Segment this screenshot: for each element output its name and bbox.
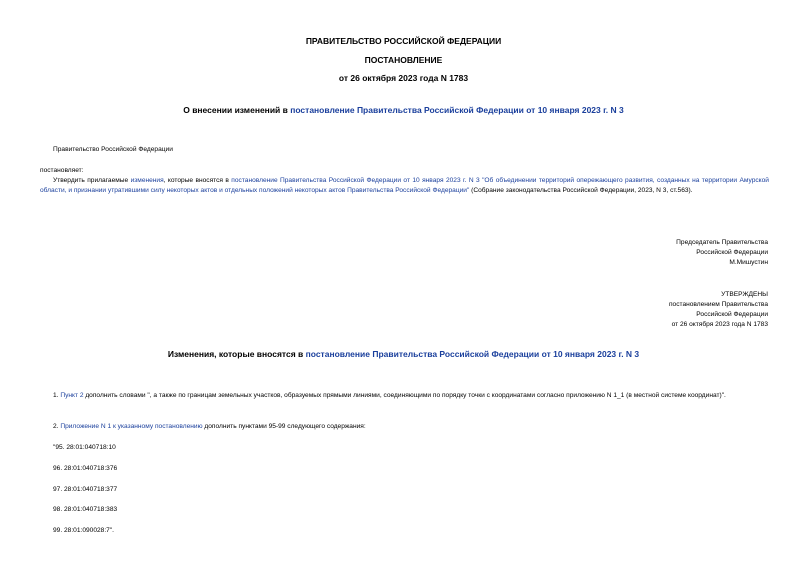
decree-link[interactable]: постановление Правительства Российской Федерации от 10 января 2023 г. N 3: [290, 105, 624, 115]
decrees-text: постановляет:: [40, 167, 84, 174]
changes-link[interactable]: изменения: [130, 177, 164, 184]
list-item: 99. 28:01:090028:7".: [53, 527, 115, 534]
document-title-prefix: О внесении изменений в: [183, 105, 291, 115]
signature-name: М.Мишустин: [729, 259, 768, 266]
list-item: 97. 28:01:040718:377: [53, 486, 118, 493]
changes-decree-link[interactable]: постановление Правительства Российской Федерации от 10 января 2023 г. N 3: [305, 349, 640, 359]
document-type: ПОСТАНОВЛЕНИЕ: [364, 55, 443, 65]
appendix-1-link[interactable]: Приложение N 1 к указанному постановлению: [60, 423, 203, 430]
main-paragraph: Утвердить прилагаемые изменения, которые вносятся в постановление Правительства Российской Федерации от 10 января 2023 г. N 3 "Об объединении территорий опережающего развития, созданных на территории Амурской области, и признании утратившими силу некоторых актов и отдельных положений некоторых актов Правительства Российской Федерации" (Собрание законодательства Российской Федерации, 2023, N 3, ст.563).: [40, 177, 769, 194]
decree-full-link[interactable]: постановление Правительства Российской Федерации от 10 января 2023 г. N 3 "Об объединении территорий опережающего развития, созданных на территории Амурской области, и признании утратившими силу некоторых актов и отдельных положений некоторых актов Правительства Российской Федерации": [40, 177, 769, 194]
item-2: 2. Приложение N 1 к указанному постановлению дополнить пунктами 95-99 следующего содержания:: [53, 423, 366, 430]
list-item: "95. 28:01:040718:10: [53, 444, 116, 451]
document-date-number: от 26 октября 2023 года N 1783: [338, 73, 469, 83]
government-header: ПРАВИТЕЛЬСТВО РОССИЙСКОЙ ФЕДЕРАЦИИ: [305, 36, 502, 46]
item-1: 1. Пункт 2 дополнить словами ", а также по границам земельных участков, образуемых прямыми линиями, соединяющими по порядку точки с координатами согласно приложению N 1_1 (в местной системе координат)".: [53, 392, 726, 399]
signature-position: Председатель Правительства: [676, 239, 768, 246]
list-item: 96. 28:01:040718:376: [53, 465, 118, 472]
approval-heading: УТВЕРЖДЕНЫ: [721, 291, 768, 298]
list-item: 98. 28:01:040718:383: [53, 506, 118, 513]
signature-organization: Российской Федерации: [696, 249, 768, 256]
approval-stamp: УТВЕРЖДЕНЫ постановлением Правительства Российской Федерации от 26 октября 2023 года N 1783: [668, 291, 768, 328]
signature-block: [676, 238, 768, 268]
document-title: [0, 105, 807, 116]
issuer-text: Правительство Российской Федерации: [53, 146, 173, 153]
changes-heading: Изменения, которые вносятся в постановление Правительства Российской Федерации от 10 января 2023 г. N 3: [167, 349, 640, 359]
point-2-link[interactable]: Пункт 2: [60, 392, 84, 399]
